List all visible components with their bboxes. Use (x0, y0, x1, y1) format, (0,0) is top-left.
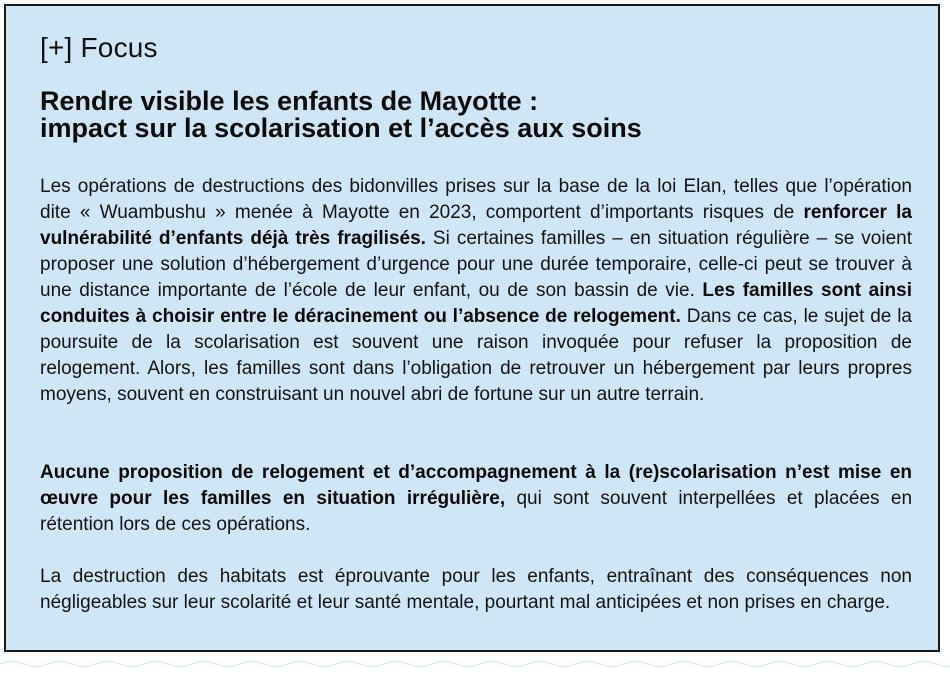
p1-bold-2: Les familles sont ainsi conduites à choisir entre le déracinement ou l’absence de relogement. (40, 280, 912, 327)
focus-title-line-1: Rendre visible les enfants de Mayotte : (40, 86, 539, 116)
p1-text-3: Dans ce cas, le sujet de la poursuite de la scolarisation est souvent une raison invoquée pour refuser la proposition de relogement. Alors, les familles sont dans l’obligation de retrouver un hébergement par leurs propres moyens, souvent en construisant un nouvel abri de fortune sur un autre terrain. (40, 306, 912, 405)
p1-text-2: Si certaines familles – en situation régulière – se voient proposer une solution d’hébergement d’urgence pour une durée temporaire, celle-ci peut se trouver à une distance importante de l’école de leur enfant, ou de son bassin de vie. (40, 228, 912, 301)
paragraph-1 (40, 174, 912, 408)
decorative-wave-border (0, 656, 950, 677)
p1-bold-1: renforcer la vulnérabilité d’enfants déjà très fragilisés. (40, 202, 912, 249)
p1-text-1: Les opérations de destructions des bidonvilles prises sur la base de la loi Elan, telles que l’opération dite « Wuambushu » menée à Mayotte en 2023, comportent d’importants risques de (40, 176, 912, 223)
p3-text-1: La destruction des habitats est éprouvante pour les enfants, entraînant des conséquences non négligeables sur leur scolarité et leur santé mentale, pourtant mal anticipées et non prises en charge. (40, 566, 912, 613)
focus-title (40, 88, 920, 142)
focus-label: [+] Focus (40, 32, 158, 63)
focus-title-line-2: impact sur la scolarisation et l’accès aux soins (40, 113, 642, 143)
focus-box (4, 4, 940, 652)
p2-text-1: qui sont souvent interpellées et placées en rétention lors de ces opérations. (40, 488, 913, 535)
p2-bold-1: Aucune proposition de relogement et d’accompagnement à la (re)scolarisation n’est mise en œuvre pour les familles en situation irrégulière, (40, 462, 912, 509)
paragraph-3 (40, 564, 912, 616)
paragraph-2 (40, 460, 912, 538)
